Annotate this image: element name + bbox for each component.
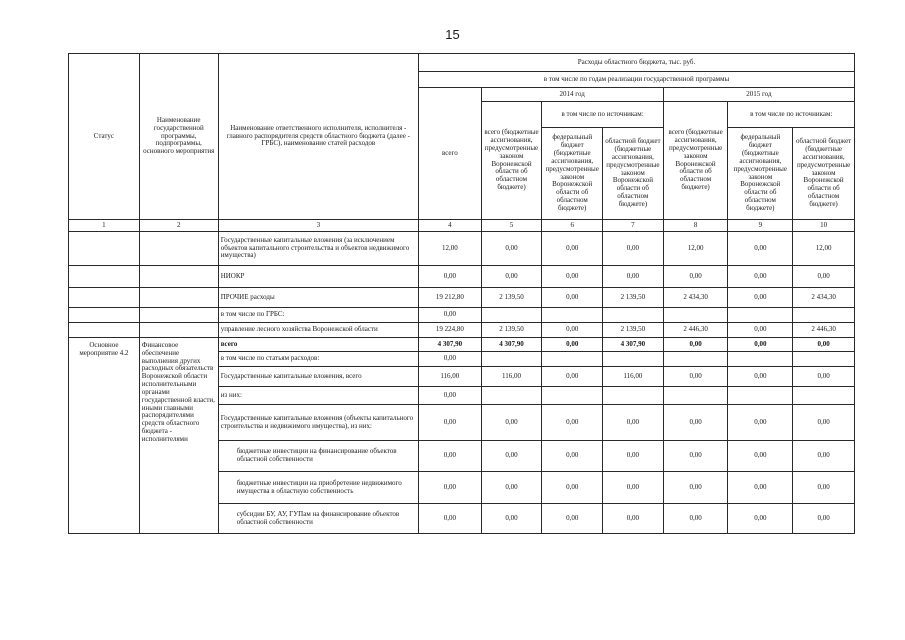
row-label: Государственные капитальные вложения (объекты капитального строительства и недвижимого имущества), из них: <box>218 405 418 441</box>
header-2015-federal: федеральный бюджет (бюджетные ассигнования, предусмотренные законом Воронежской области об областном бюджете) <box>728 128 793 220</box>
value-cell <box>663 308 728 323</box>
empty-cell <box>69 323 140 338</box>
value-cell <box>481 308 542 323</box>
value-cell: 0,00 <box>481 441 542 472</box>
value-cell: 0,00 <box>728 472 793 504</box>
col-number: 4 <box>418 220 481 232</box>
value-cell: 0,00 <box>663 441 728 472</box>
block-status: Основное мероприятие 4.2 <box>69 338 140 534</box>
value-cell: 0,00 <box>542 288 603 308</box>
block-name: Финансовое обеспечение выполнения других расходных обязательств Воронежской области исполнительными органами государственной власти, иными главными распорядителями средств областного бюджета - исполнителями <box>139 338 218 534</box>
value-cell: 0,00 <box>542 266 603 288</box>
value-cell <box>793 387 855 405</box>
row-label: ПРОЧИЕ расходы <box>218 288 418 308</box>
empty-cell <box>139 266 218 288</box>
value-cell: 2 139,50 <box>481 288 542 308</box>
value-cell <box>542 387 603 405</box>
value-cell: 2 434,30 <box>663 288 728 308</box>
header-2015-by-sources: в том числе по источникам: <box>728 102 855 128</box>
row-label: Государственные капитальные вложения, всего <box>218 367 418 387</box>
value-cell: 0,00 <box>542 472 603 504</box>
value-cell <box>663 387 728 405</box>
value-cell: 0,00 <box>793 266 855 288</box>
empty-cell <box>139 232 218 266</box>
empty-cell <box>139 288 218 308</box>
value-cell: 0,00 <box>418 352 481 367</box>
value-cell: 0,00 <box>603 405 664 441</box>
page-number: 15 <box>445 27 460 42</box>
empty-cell <box>139 323 218 338</box>
value-cell: 0,00 <box>663 338 728 352</box>
value-cell: 0,00 <box>728 232 793 266</box>
value-cell: 0,00 <box>481 266 542 288</box>
row-label: Государственные капитальные вложения (за исключением объектов капитального строительства и объектов недвижимого имущества) <box>218 232 418 266</box>
value-cell <box>728 387 793 405</box>
column-numbers-row <box>69 220 855 232</box>
value-cell: 0,00 <box>418 441 481 472</box>
row-label: бюджетные инвестиции на приобретение недвижимого имущества в областную собственность <box>218 472 418 504</box>
value-cell: 0,00 <box>542 405 603 441</box>
value-cell: 0,00 <box>793 405 855 441</box>
header-year-2014: 2014 год <box>481 88 663 102</box>
value-cell <box>481 352 542 367</box>
empty-cell <box>69 232 140 266</box>
table-row <box>69 338 855 352</box>
value-cell: 0,00 <box>481 232 542 266</box>
value-cell: 2 139,50 <box>481 323 542 338</box>
header-expenses-title: Расходы областного бюджета, тыс. руб. <box>418 54 854 72</box>
value-cell <box>603 387 664 405</box>
table-row <box>69 323 855 338</box>
row-label: НИОКР <box>218 266 418 288</box>
col-number: 8 <box>663 220 728 232</box>
value-cell: 4 307,90 <box>481 338 542 352</box>
header-2015-regional: областной бюджет (бюджетные ассигнования, предусмотренные законом Воронежской области об областном бюджете) <box>793 128 855 220</box>
value-cell: 0,00 <box>481 504 542 534</box>
col-number: 1 <box>69 220 140 232</box>
budget-table <box>68 53 855 534</box>
row-label: в том числе по ГРБС: <box>218 308 418 323</box>
value-cell: 0,00 <box>793 504 855 534</box>
value-cell: 19 224,80 <box>418 323 481 338</box>
value-cell: 116,00 <box>481 367 542 387</box>
header-by-years: в том числе по годам реализации государственной программы <box>418 72 854 88</box>
value-cell: 0,00 <box>728 338 793 352</box>
value-cell: 0,00 <box>728 504 793 534</box>
header-year-2015: 2015 год <box>663 88 854 102</box>
table-row <box>69 232 855 266</box>
col-number: 3 <box>218 220 418 232</box>
table-row <box>69 308 855 323</box>
value-cell: 0,00 <box>418 504 481 534</box>
value-cell: 0,00 <box>542 367 603 387</box>
value-cell: 2 139,50 <box>603 288 664 308</box>
empty-cell <box>139 308 218 323</box>
value-cell: 19 212,80 <box>418 288 481 308</box>
value-cell: 0,00 <box>728 266 793 288</box>
value-cell: 0,00 <box>542 504 603 534</box>
value-cell <box>663 352 728 367</box>
value-cell: 0,00 <box>728 367 793 387</box>
value-cell: 0,00 <box>728 288 793 308</box>
value-cell <box>728 352 793 367</box>
header-2014-total: всего (бюджетные ассигнования, предусмотренные законом Воронежской области об областном бюджете) <box>481 102 542 220</box>
header-2014-federal: федеральный бюджет (бюджетные ассигнования, предусмотренные законом Воронежской области об областном бюджете) <box>542 128 603 220</box>
value-cell: 0,00 <box>663 472 728 504</box>
value-cell <box>603 352 664 367</box>
value-cell: 0,00 <box>603 232 664 266</box>
row-label: из них: <box>218 387 418 405</box>
value-cell: 0,00 <box>603 266 664 288</box>
value-cell: 0,00 <box>663 405 728 441</box>
value-cell: 0,00 <box>728 323 793 338</box>
value-cell <box>728 308 793 323</box>
col-number: 2 <box>139 220 218 232</box>
value-cell: 0,00 <box>663 266 728 288</box>
value-cell <box>793 308 855 323</box>
value-cell: 0,00 <box>793 338 855 352</box>
value-cell: 4 307,90 <box>603 338 664 352</box>
row-label: субсидии БУ, АУ, ГУПам на финансирование объектов областной собственности <box>218 504 418 534</box>
value-cell: 0,00 <box>481 405 542 441</box>
empty-cell <box>69 266 140 288</box>
col-number: 7 <box>603 220 664 232</box>
value-cell: 0,00 <box>663 504 728 534</box>
table-row <box>69 266 855 288</box>
value-cell: 0,00 <box>603 472 664 504</box>
col-number: 5 <box>481 220 542 232</box>
row-label: бюджетные инвестиции на финансирование объектов областной собственности <box>218 441 418 472</box>
value-cell: 4 307,90 <box>418 338 481 352</box>
header-2014-by-sources: в том числе по источникам: <box>542 102 663 128</box>
value-cell: 0,00 <box>793 472 855 504</box>
value-cell: 0,00 <box>728 405 793 441</box>
value-cell: 2 434,30 <box>793 288 855 308</box>
value-cell: 2 139,50 <box>603 323 664 338</box>
value-cell <box>603 308 664 323</box>
table-row <box>69 288 855 308</box>
value-cell: 0,00 <box>663 367 728 387</box>
row-label: всего <box>218 338 418 352</box>
value-cell: 0,00 <box>418 266 481 288</box>
col-number: 10 <box>793 220 855 232</box>
value-cell: 0,00 <box>542 338 603 352</box>
value-cell: 0,00 <box>728 441 793 472</box>
header-executor: Наименование ответственного исполнителя, исполнителя - главного распорядителя средств областного бюджета (далее - ГРБС), наименование статей расходов <box>218 54 418 220</box>
empty-cell <box>69 308 140 323</box>
header-status: Статус <box>69 54 140 220</box>
col-number: 6 <box>542 220 603 232</box>
value-cell: 116,00 <box>603 367 664 387</box>
header-program-name: Наименование государственной программы, подпрограммы, основного мероприятия <box>139 54 218 220</box>
header-2014-regional: областной бюджет (бюджетные ассигнования, предусмотренные законом Воронежской области об областном бюджете) <box>603 128 664 220</box>
value-cell: 0,00 <box>481 472 542 504</box>
value-cell: 12,00 <box>418 232 481 266</box>
value-cell: 0,00 <box>418 308 481 323</box>
col-number: 9 <box>728 220 793 232</box>
value-cell: 116,00 <box>418 367 481 387</box>
value-cell: 0,00 <box>542 323 603 338</box>
empty-cell <box>69 288 140 308</box>
value-cell <box>542 352 603 367</box>
value-cell: 0,00 <box>603 504 664 534</box>
value-cell: 0,00 <box>793 441 855 472</box>
header-2015-total: всего (бюджетные ассигнования, предусмотренные законом Воронежской области об областном бюджете) <box>663 102 728 220</box>
row-label: в том числе по статьям расходов: <box>218 352 418 367</box>
value-cell: 12,00 <box>793 232 855 266</box>
value-cell <box>793 352 855 367</box>
value-cell: 0,00 <box>603 441 664 472</box>
header-total: всего <box>418 88 481 220</box>
value-cell: 2 446,30 <box>793 323 855 338</box>
value-cell: 0,00 <box>418 472 481 504</box>
value-cell: 0,00 <box>418 387 481 405</box>
value-cell: 12,00 <box>663 232 728 266</box>
value-cell <box>481 387 542 405</box>
value-cell: 2 446,30 <box>663 323 728 338</box>
value-cell: 0,00 <box>542 441 603 472</box>
row-label: управление лесного хозяйства Воронежской области <box>218 323 418 338</box>
value-cell: 0,00 <box>793 367 855 387</box>
value-cell <box>542 308 603 323</box>
value-cell: 0,00 <box>418 405 481 441</box>
value-cell: 0,00 <box>542 232 603 266</box>
